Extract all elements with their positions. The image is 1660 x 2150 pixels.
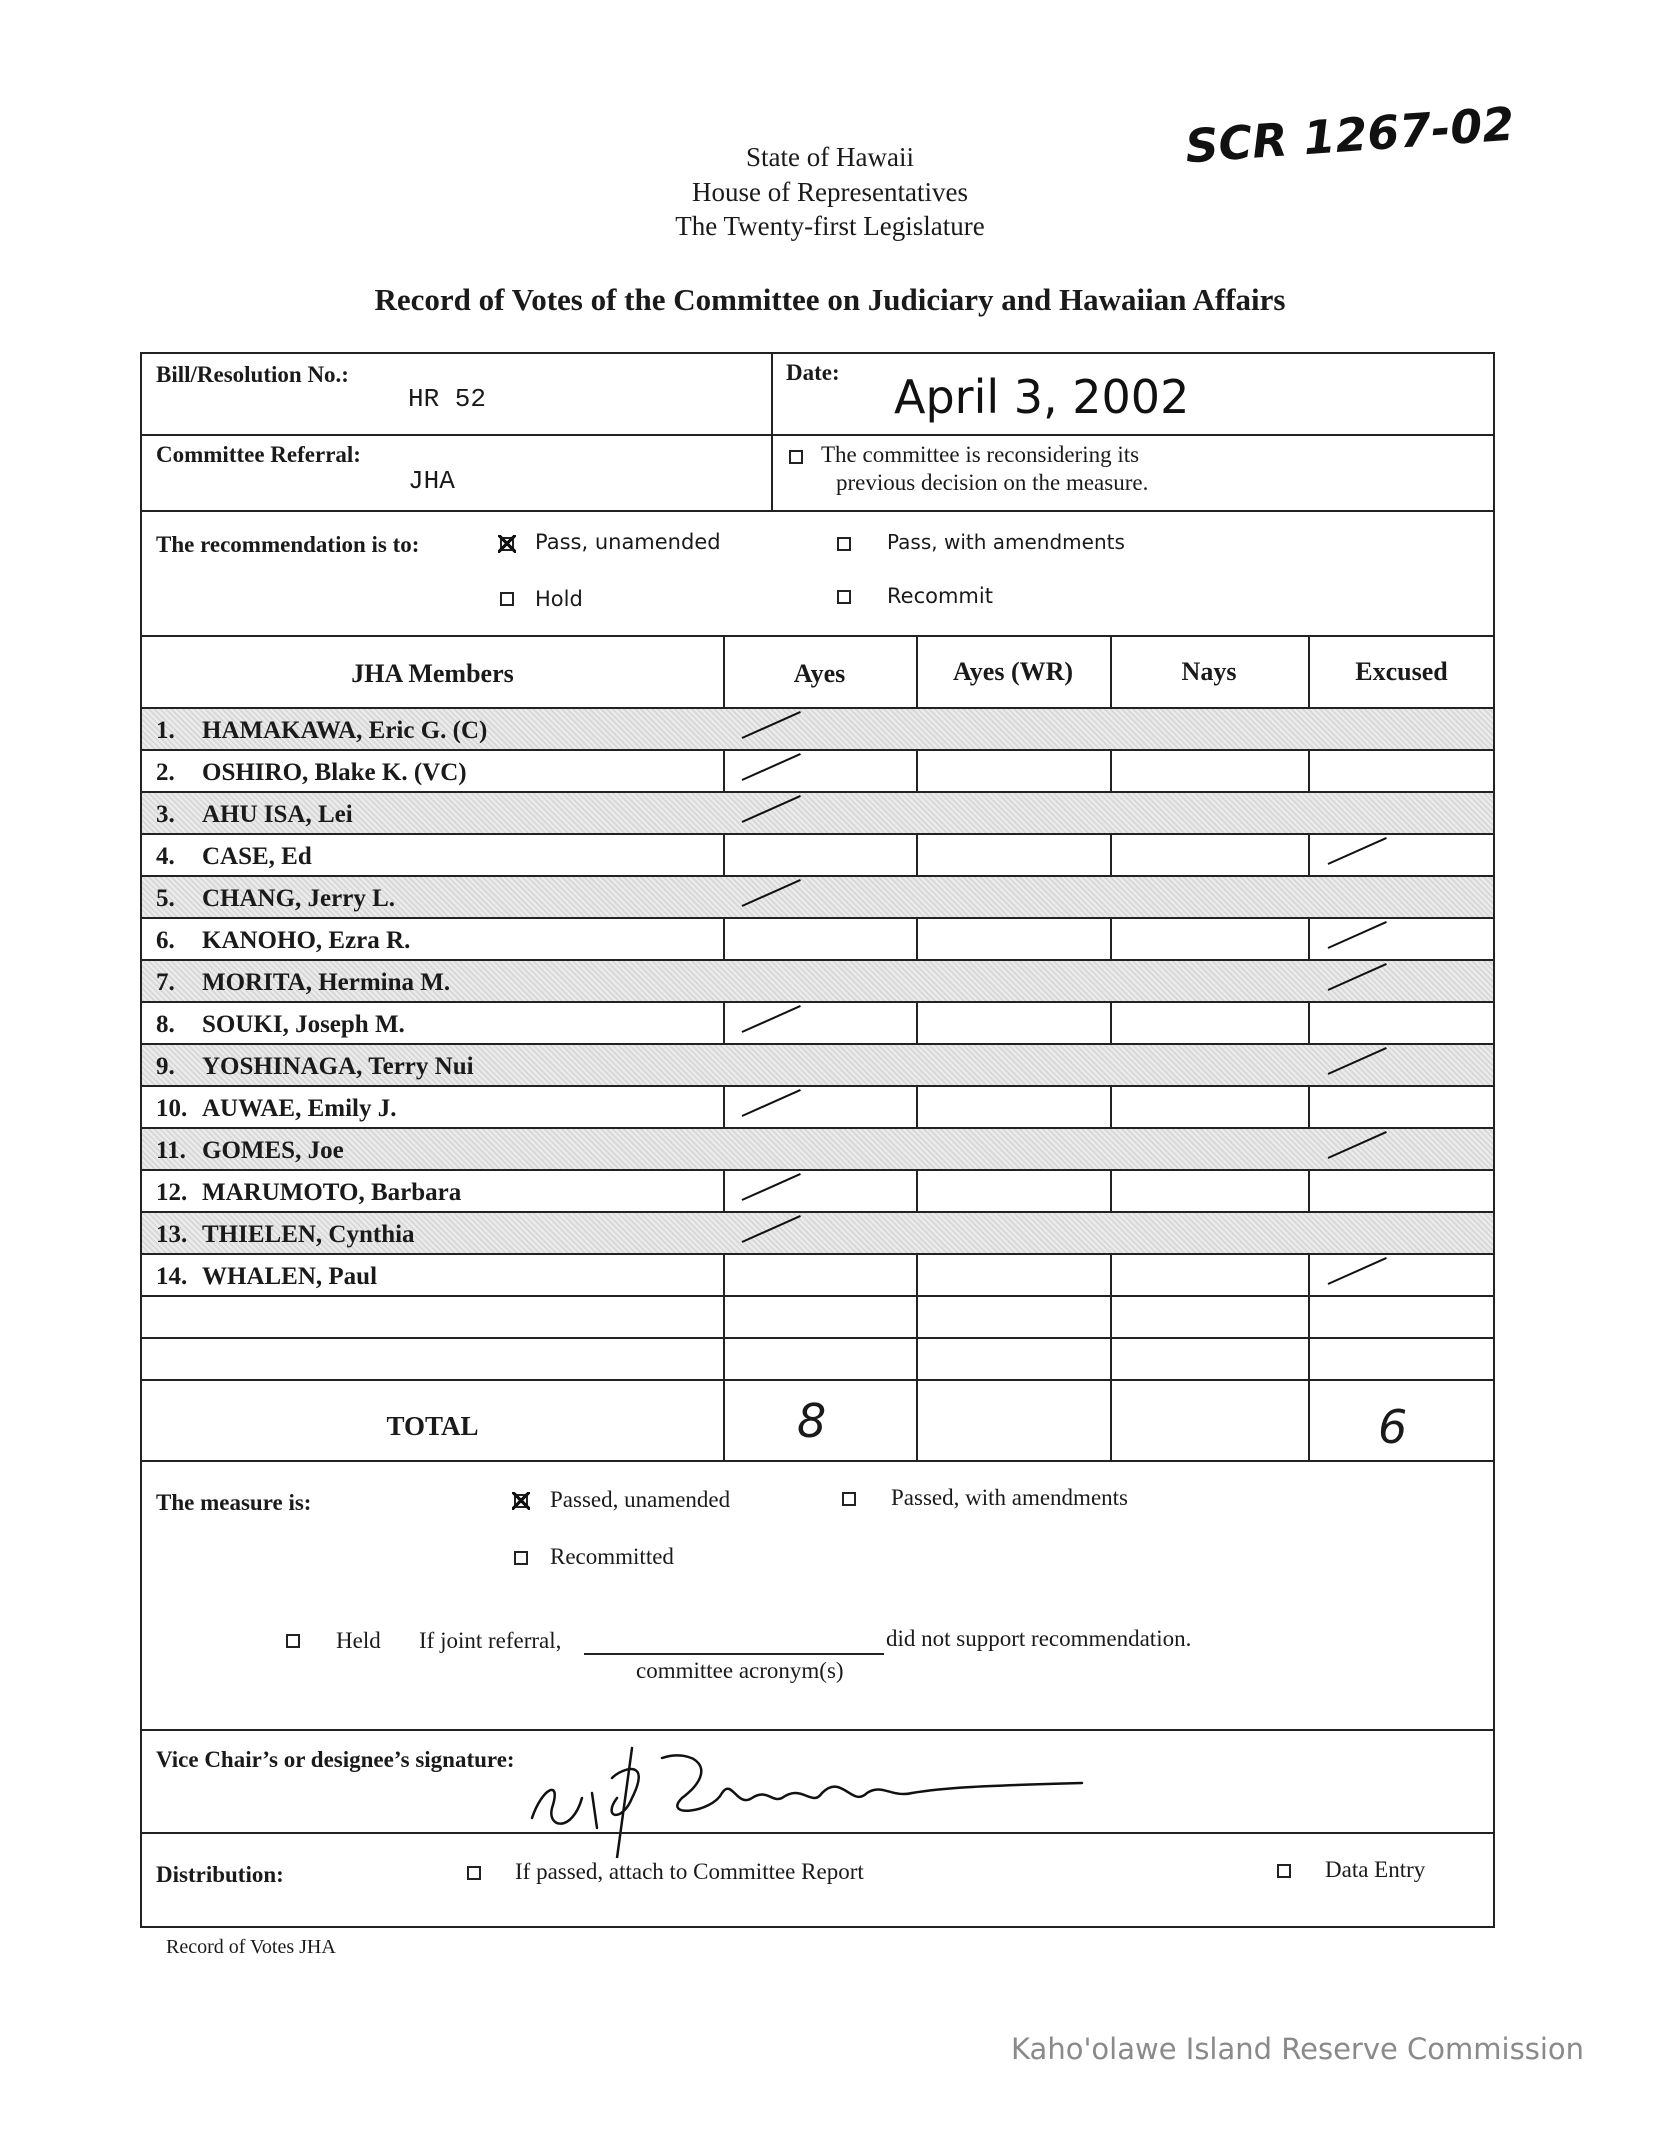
member-number: 10. [156, 1095, 188, 1122]
measure-label: The measure is: [156, 1490, 312, 1515]
measure-passed-amended-checkbox[interactable] [842, 1492, 856, 1506]
col-ayes-wr: Ayes (WR) [952, 657, 1074, 686]
header-house: House of Representatives [692, 177, 968, 207]
referral-label: Committee Referral: [156, 442, 361, 467]
member-number: 4. [156, 843, 175, 870]
table-row [142, 919, 1493, 961]
table-row [142, 1213, 1493, 1255]
member-number: 5. [156, 885, 175, 912]
member-number: 6. [156, 927, 175, 954]
reconsider-checkbox[interactable] [789, 450, 803, 464]
col-members: JHA Members [351, 659, 514, 688]
member-name: CASE, Ed [202, 843, 312, 870]
member-name: CHANG, Jerry L. [202, 885, 396, 912]
table-row-blank [142, 1339, 1493, 1381]
table-row [142, 1003, 1493, 1045]
vote-record-form [140, 352, 1495, 1928]
table-row [142, 961, 1493, 1003]
member-name: THIELEN, Cynthia [202, 1221, 415, 1248]
member-name: HAMAKAWA, Eric G. (C) [202, 717, 488, 744]
measure-recommitted-checkbox[interactable] [514, 1551, 528, 1565]
measure-passed-amended-label: Passed, with amendments [891, 1485, 1128, 1510]
table-row [142, 709, 1493, 751]
header-legislature: The Twenty-first Legislature [675, 211, 985, 241]
col-ayes: Ayes [793, 659, 846, 688]
dist-data-entry-checkbox[interactable] [1277, 1864, 1291, 1878]
measure-passed-unamended-checkbox[interactable] [514, 1494, 528, 1508]
member-name: YOSHINAGA, Terry Nui [202, 1053, 474, 1080]
page-title: Record of Votes of the Committee on Judiciary and Hawaiian Affairs [374, 282, 1286, 317]
measure-held-checkbox[interactable] [286, 1634, 300, 1648]
committee-acronyms-caption: committee acronym(s) [636, 1658, 844, 1683]
member-number: 9. [156, 1053, 175, 1080]
header-state: State of Hawaii [746, 142, 914, 172]
member-number: 14. [156, 1263, 188, 1290]
rec-pass-unamended-label: Pass, unamended [535, 530, 721, 554]
rec-recommit-checkbox[interactable] [837, 590, 851, 604]
joint-referral-field[interactable] [584, 1653, 884, 1655]
rec-pass-amended-checkbox[interactable] [837, 537, 851, 551]
member-name: SOUKI, Joseph M. [202, 1011, 405, 1038]
rec-pass-amended-label: Pass, with amendments [887, 530, 1125, 554]
measure-recommitted-label: Recommitted [550, 1544, 674, 1569]
member-number: 13. [156, 1221, 188, 1248]
distribution-label: Distribution: [156, 1862, 284, 1887]
member-name: GOMES, Joe [202, 1137, 344, 1164]
joint-referral-suffix: did not support recommendation. [886, 1626, 1192, 1651]
signature [522, 1738, 1122, 1858]
date-value[interactable]: April 3, 2002 [894, 370, 1190, 424]
signature-label: Vice Chair’s or designee’s signature: [156, 1747, 515, 1772]
table-row [142, 1171, 1493, 1213]
member-name: MORITA, Hermina M. [202, 969, 451, 996]
date-label: Date: [786, 360, 840, 385]
member-name: KANOHO, Ezra R. [202, 927, 411, 954]
measure-held-label: Held [336, 1628, 381, 1653]
table-row [142, 1129, 1493, 1171]
dist-data-entry-label: Data Entry [1325, 1857, 1426, 1882]
member-name: OSHIRO, Blake K. (VC) [202, 759, 467, 786]
footer-label: Record of Votes JHA [166, 1936, 336, 1958]
member-number: 8. [156, 1011, 175, 1038]
member-name: AUWAE, Emily J. [202, 1095, 397, 1122]
bill-label: Bill/Resolution No.: [156, 362, 349, 387]
rec-recommit-label: Recommit [887, 584, 993, 608]
member-number: 3. [156, 801, 175, 828]
reconsider-text-1: The committee is reconsidering its [821, 442, 1140, 467]
member-number: 11. [156, 1137, 186, 1164]
rec-hold-label: Hold [535, 587, 583, 611]
member-number: 12. [156, 1179, 188, 1206]
dist-attach-label: If passed, attach to Committee Report [515, 1859, 864, 1884]
total-excused[interactable]: 6 [1378, 1400, 1408, 1454]
total-label: TOTAL [386, 1411, 479, 1441]
member-name: MARUMOTO, Barbara [202, 1179, 462, 1206]
watermark: Kaho'olawe Island Reserve Commission [1011, 2032, 1584, 2066]
table-row [142, 877, 1493, 919]
table-row [142, 1045, 1493, 1087]
joint-referral-prefix: If joint referral, [419, 1628, 562, 1653]
bill-value[interactable]: HR 52 [408, 384, 487, 414]
member-number: 1. [156, 717, 175, 744]
table-row [142, 835, 1493, 877]
table-row [142, 751, 1493, 793]
reconsider-text-2: previous decision on the measure. [836, 470, 1149, 495]
dist-attach-checkbox[interactable] [467, 1866, 481, 1880]
handwritten-annotation: SCR 1267-02 [1183, 96, 1516, 174]
rec-hold-checkbox[interactable] [500, 592, 514, 606]
rec-pass-unamended-checkbox[interactable] [500, 537, 514, 551]
measure-passed-unamended-label: Passed, unamended [550, 1487, 731, 1512]
col-nays: Nays [1181, 657, 1237, 686]
member-number: 2. [156, 759, 175, 786]
col-excused: Excused [1355, 657, 1448, 686]
member-number: 7. [156, 969, 175, 996]
referral-value[interactable]: JHA [408, 466, 455, 496]
table-row-blank [142, 1297, 1493, 1339]
recommendation-label: The recommendation is to: [156, 532, 420, 557]
table-row [142, 1255, 1493, 1297]
member-name: AHU ISA, Lei [202, 801, 353, 828]
table-row [142, 793, 1493, 835]
total-ayes[interactable]: 8 [797, 1394, 827, 1448]
member-name: WHALEN, Paul [202, 1263, 378, 1290]
table-row [142, 1087, 1493, 1129]
